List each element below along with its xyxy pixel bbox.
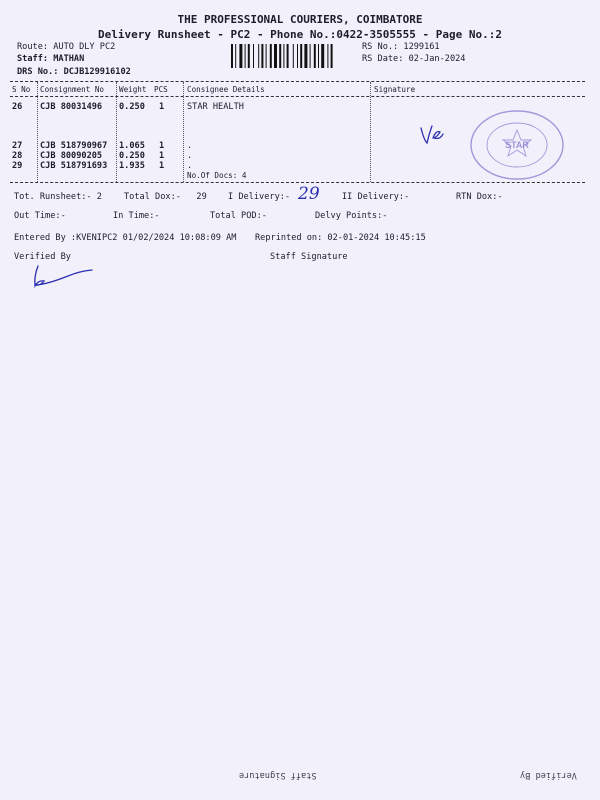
col-header-sno: S No xyxy=(12,85,31,94)
barcode-bar xyxy=(293,44,294,68)
entered-by: Entered By :KVENIPC2 01/02/2024 10:08:09 AM xyxy=(14,233,237,243)
stamp-logo: STAR xyxy=(505,140,529,150)
reprinted-on: Reprinted on: 02-01-2024 10:45:15 xyxy=(255,233,426,243)
barcode-bar xyxy=(266,44,267,68)
tot-runsheet: Tot. Runsheet:- 2 xyxy=(14,192,102,202)
i-delivery: I Delivery:- xyxy=(228,192,291,202)
col-header-weight: Weight xyxy=(119,85,147,94)
row-weight: 0.250 xyxy=(119,151,145,161)
row-consignment: CJB 518790967 xyxy=(40,141,108,151)
barcode-bar xyxy=(279,44,281,68)
barcode-bar xyxy=(327,44,328,68)
col-divider xyxy=(116,82,117,182)
row-sno: 29 xyxy=(12,161,23,171)
row-consignment: CJB 518791693 xyxy=(40,161,108,171)
ii-delivery: II Delivery:- xyxy=(342,192,410,202)
verified-by-label: Verified By xyxy=(14,252,71,262)
row-weight: 1.065 xyxy=(119,141,145,151)
verifier-signature xyxy=(28,262,98,292)
row-pcs: 1 xyxy=(159,141,165,151)
barcode-bar xyxy=(245,44,246,68)
row-pcs: 1 xyxy=(159,161,165,171)
barcode-bar xyxy=(300,44,302,68)
barcode-bar xyxy=(270,44,272,68)
i-delivery-handwritten: 29 xyxy=(298,184,320,204)
row-consignment: CJB 80031496 xyxy=(40,102,103,112)
staff-label: Staff: MATHAN xyxy=(17,54,85,64)
drs-number: DRS No.: DCJB129916102 xyxy=(17,67,131,77)
row-consignment: CJB 80090205 xyxy=(40,151,103,161)
col-divider xyxy=(37,82,38,182)
row-consignee: . xyxy=(187,161,193,171)
table-top-rule xyxy=(10,81,585,82)
barcode-bar xyxy=(310,44,311,68)
barcode-bar xyxy=(239,44,242,68)
col-divider xyxy=(370,82,371,182)
barcode-bar xyxy=(248,44,250,68)
barcode-bar xyxy=(331,44,333,68)
total-pod: Total POD:- xyxy=(210,211,267,221)
barcode-bar xyxy=(297,44,298,68)
row-consignee: . xyxy=(187,141,193,151)
barcode xyxy=(231,44,355,68)
rs-number: RS No.: 1299161 xyxy=(362,42,440,52)
barcode-bar xyxy=(283,44,284,68)
rs-date: RS Date: 02-Jan-2024 xyxy=(362,54,466,64)
row-pcs: 1 xyxy=(159,102,165,112)
row-weight: 1.935 xyxy=(119,161,145,171)
table-header-rule xyxy=(10,96,585,97)
delvy-points: Delvy Points:- xyxy=(315,211,388,221)
barcode-bar xyxy=(314,44,316,68)
delivery-signature xyxy=(418,118,448,148)
col-header-consignee: Consignee Details xyxy=(187,85,265,94)
in-time: In Time:- xyxy=(113,211,160,221)
row-sno: 28 xyxy=(12,151,23,161)
barcode-bar xyxy=(321,44,324,68)
barcode-bar xyxy=(304,44,307,68)
barcode-bar xyxy=(231,44,233,68)
barcode-bar xyxy=(235,44,236,68)
barcode-bar xyxy=(261,44,263,68)
row-sno: 26 xyxy=(12,102,23,112)
rtn-dox: RTN Dox:- xyxy=(456,192,503,202)
row-pcs: 1 xyxy=(159,151,165,161)
barcode-bar xyxy=(253,44,254,68)
staff-signature-label: Staff Signature xyxy=(270,252,348,262)
barcode-bar xyxy=(274,44,277,68)
col-header-pcs: PCS xyxy=(154,85,168,94)
col-divider xyxy=(183,82,184,182)
star-health-stamp xyxy=(467,108,567,183)
mirrored-staff-signature: Staff Signature xyxy=(239,770,317,780)
mirrored-verified-by: Verified By xyxy=(520,770,577,780)
barcode-bar xyxy=(258,44,259,68)
out-time: Out Time:- xyxy=(14,211,66,221)
row-consignee: . xyxy=(187,151,193,161)
col-header-signature: Signature xyxy=(374,85,416,94)
no-of-docs: No.Of Docs: 4 xyxy=(187,171,247,180)
route-label: Route: AUTO DLY PC2 xyxy=(17,42,116,52)
row-weight: 0.250 xyxy=(119,102,145,112)
barcode-bar xyxy=(318,44,319,68)
barcode-bar xyxy=(287,44,289,68)
runsheet-subtitle: Delivery Runsheet - PC2 - Phone No.:0422-3505555 - Page No.:2 xyxy=(98,28,502,41)
row-consignee: STAR HEALTH xyxy=(187,102,244,112)
company-title: THE PROFESSIONAL COURIERS, COIMBATORE xyxy=(177,13,423,26)
total-dox: Total Dox:- 29 xyxy=(124,192,207,202)
row-sno: 27 xyxy=(12,141,23,151)
col-header-consignment: Consignment No xyxy=(40,85,105,94)
